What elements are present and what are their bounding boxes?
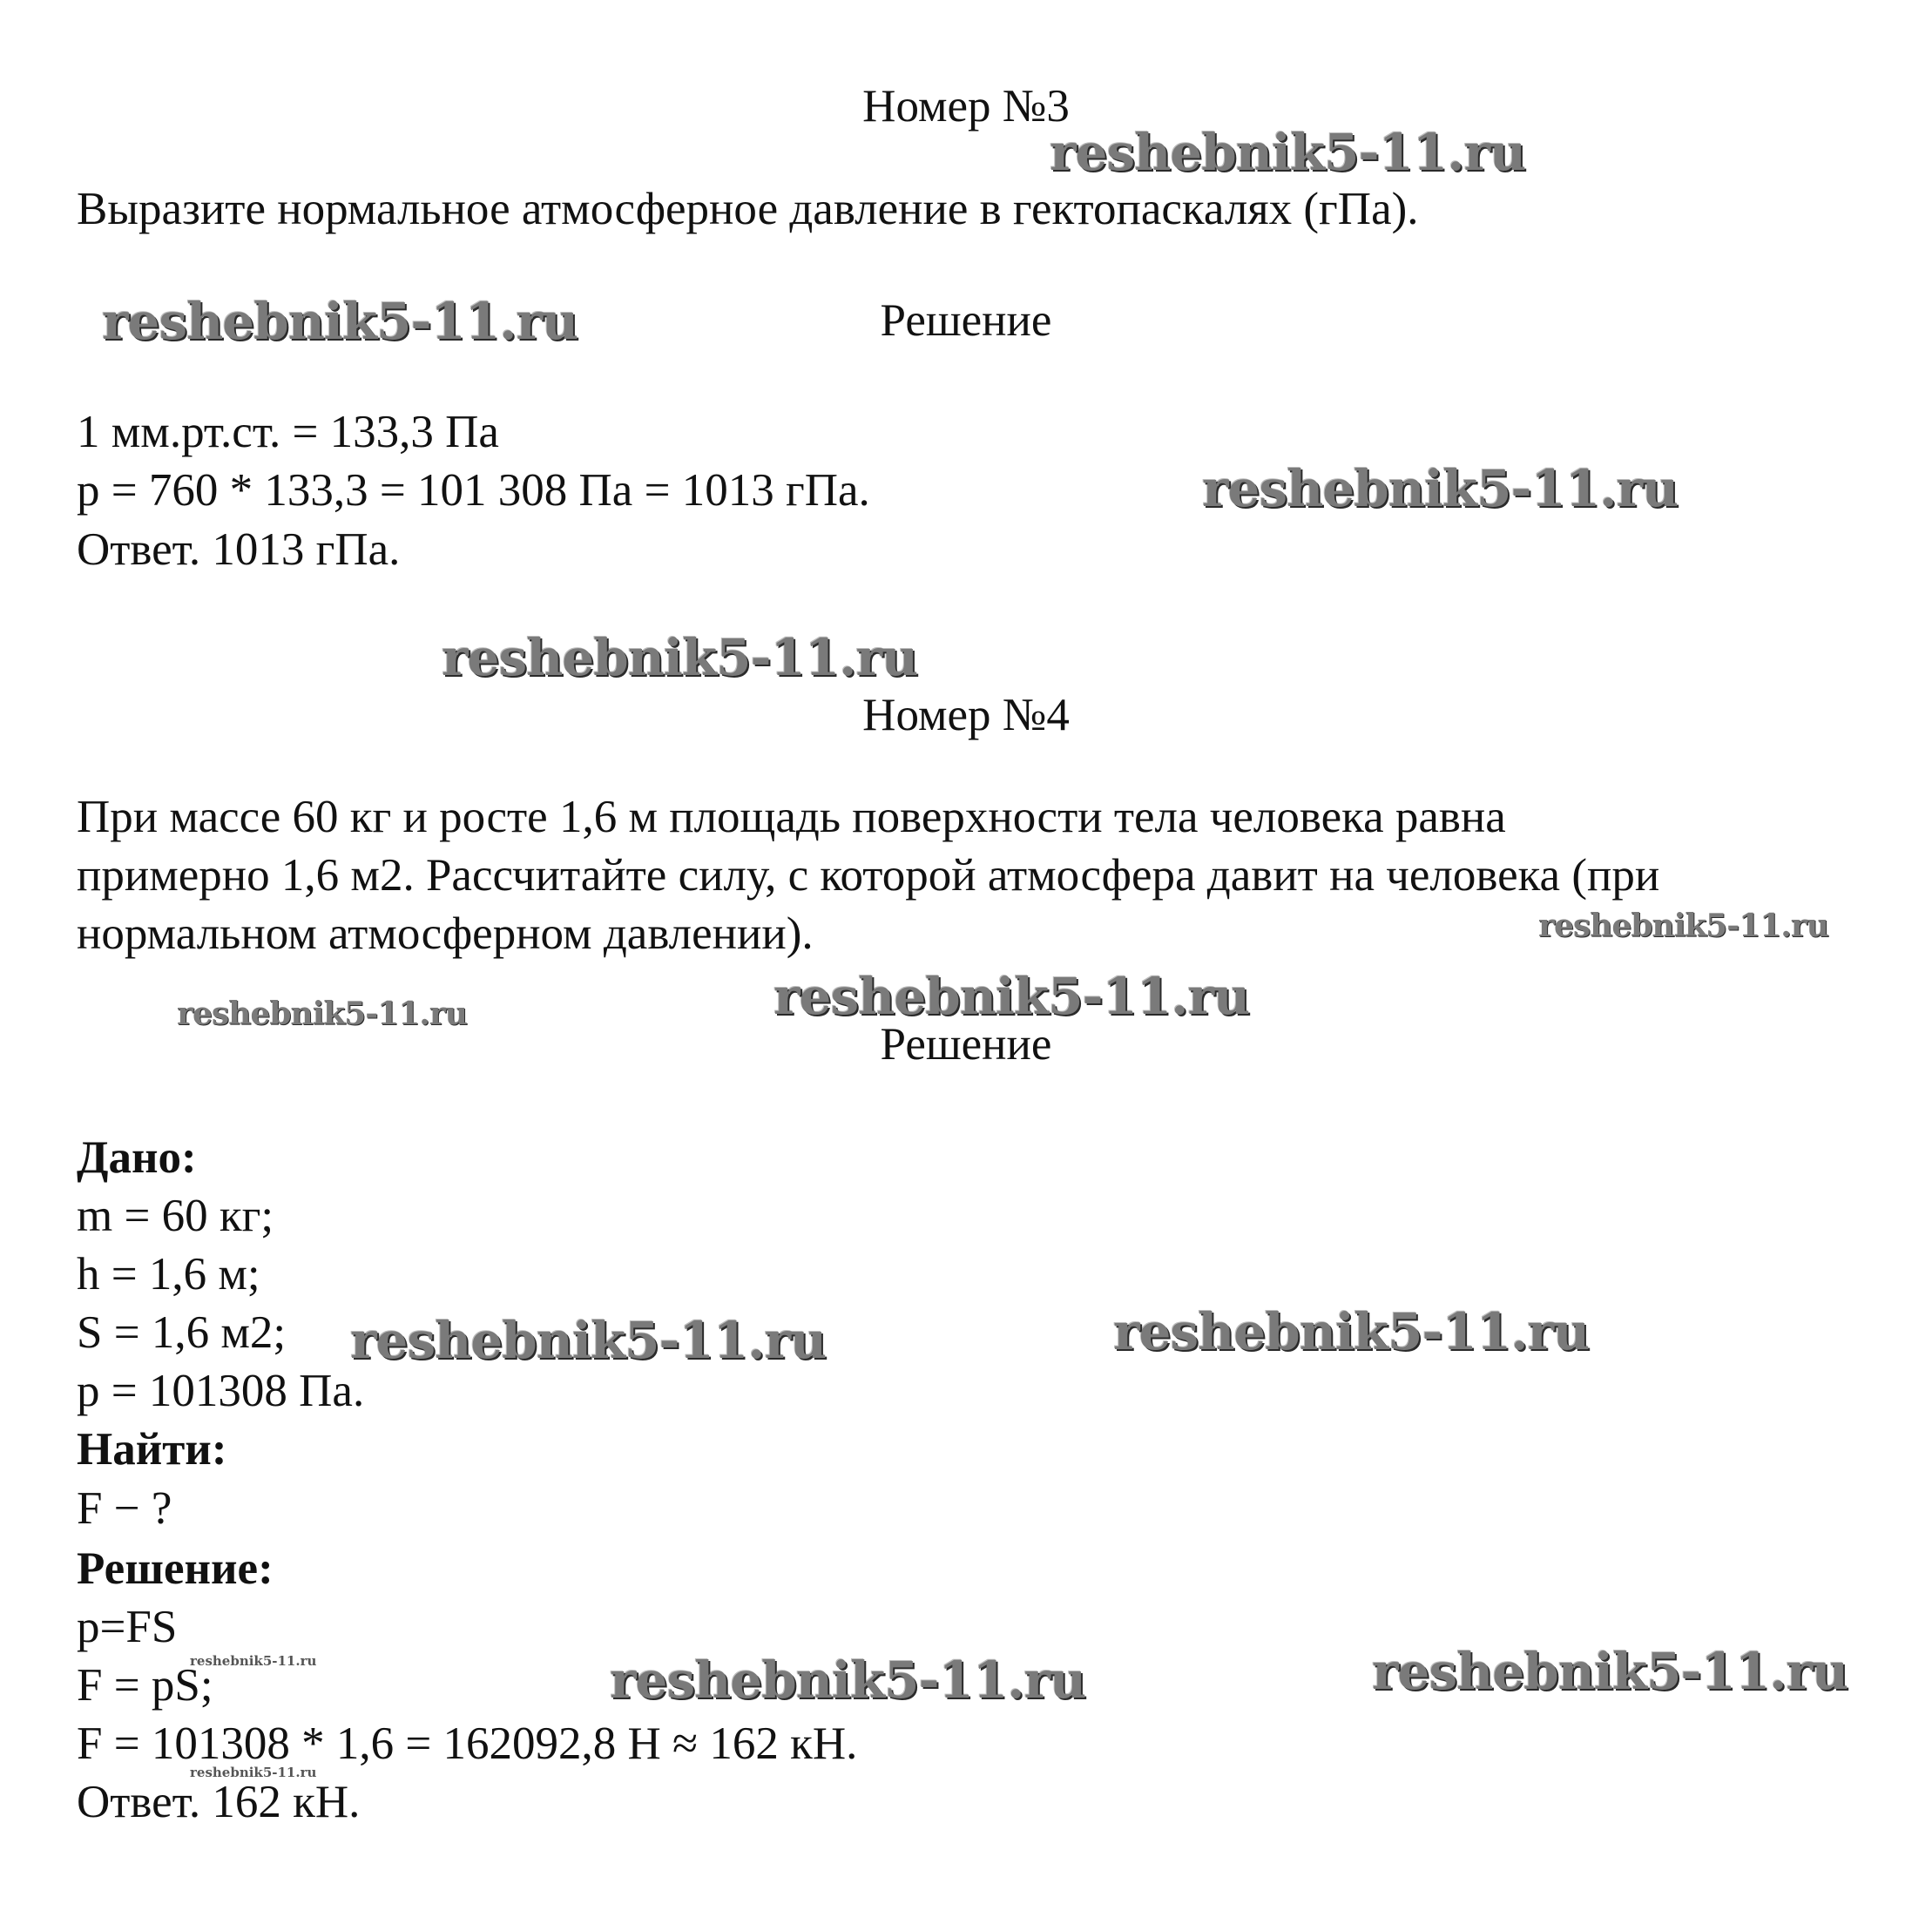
find-label: Найти: bbox=[77, 1424, 227, 1475]
problem3-solution-heading: Решение bbox=[880, 295, 1052, 346]
answer-line: Ответ. 162 кН. bbox=[77, 1777, 361, 1827]
watermark-logo: reshebnik5-11.ru bbox=[177, 996, 467, 1032]
watermark-logo: reshebnik5-11.ru bbox=[350, 1311, 827, 1370]
watermark-logo: reshebnik5-11.ru bbox=[442, 628, 918, 687]
find-value: F − ? bbox=[77, 1483, 172, 1534]
problem3-heading: Номер №3 bbox=[862, 81, 1070, 132]
given-label: Дано: bbox=[77, 1132, 197, 1183]
problem3-line-1: 1 мм.рт.ст. = 133,3 Па bbox=[77, 407, 499, 457]
problem4-question-line-2: примерно 1,6 м2. Рассчитайте силу, с которой атмосфера давит на человека (при bbox=[77, 850, 1660, 901]
solution-line-1: p=FS bbox=[77, 1602, 178, 1652]
watermark-logo: reshebnik5-11.ru bbox=[190, 1653, 317, 1669]
watermark-logo: reshebnik5-11.ru bbox=[1050, 123, 1526, 182]
problem4-heading: Номер №4 bbox=[862, 690, 1070, 740]
given-area: S = 1,6 м2; bbox=[77, 1307, 287, 1358]
watermark-logo: reshebnik5-11.ru bbox=[1538, 908, 1828, 944]
solution-line-2: F = pS; bbox=[77, 1660, 213, 1711]
watermark-logo: reshebnik5-11.ru bbox=[1372, 1642, 1848, 1701]
watermark-logo: reshebnik5-11.ru bbox=[1202, 459, 1679, 518]
problem4-solution-heading: Решение bbox=[880, 1019, 1052, 1070]
problem4-question-line-3: нормальном атмосферном давлении). bbox=[77, 908, 814, 959]
given-pressure: p = 101308 Па. bbox=[77, 1366, 365, 1416]
problem4-question-line-1: При массе 60 кг и росте 1,6 м площадь поверхности тела человека равна bbox=[77, 792, 1506, 842]
given-height: h = 1,6 м; bbox=[77, 1249, 260, 1300]
watermark-logo: reshebnik5-11.ru bbox=[610, 1651, 1086, 1710]
problem3-line-2: p = 760 * 133,3 = 101 308 Па = 1013 гПа. bbox=[77, 465, 870, 516]
problem3-answer: Ответ. 1013 гПа. bbox=[77, 524, 401, 575]
solution-label: Решение: bbox=[77, 1543, 274, 1594]
given-mass: m = 60 кг; bbox=[77, 1191, 274, 1241]
watermark-logo: reshebnik5-11.ru bbox=[773, 967, 1250, 1026]
watermark-logo: reshebnik5-11.ru bbox=[190, 1765, 317, 1780]
watermark-logo: reshebnik5-11.ru bbox=[1113, 1302, 1590, 1361]
watermark-logo: reshebnik5-11.ru bbox=[102, 292, 578, 351]
problem3-question: Выразите нормальное атмосферное давление в гектопаскалях (гПа). bbox=[77, 184, 1419, 234]
solution-line-3: F = 101308 * 1,6 = 162092,8 Н ≈ 162 кН. bbox=[77, 1718, 858, 1769]
